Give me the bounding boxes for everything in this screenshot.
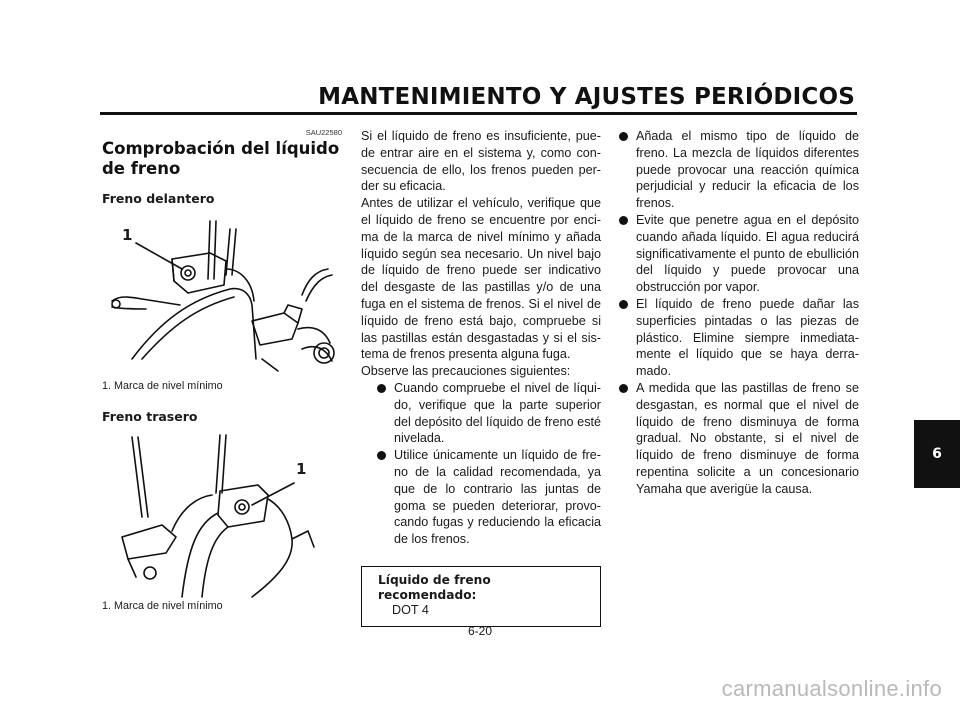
right-column bbox=[619, 128, 859, 498]
chapter-tab-number: 6 bbox=[932, 446, 942, 462]
paragraph: Observe las precauciones siguientes: bbox=[361, 364, 571, 379]
list-item-text: Utilice únicamente un líquido de freno de la calidad recomendada, ya que de lo contrario las juntas de goma se pueden deteriorar, provocando fugas y reduciendo la eficacia de los frenos. bbox=[394, 448, 601, 547]
list-item-text: Añada el mismo tipo de líquido de freno. La mezcla de líquidos diferentes puede provocar una reacción química perjudicial y reducir la eficacia de los frenos. bbox=[636, 129, 859, 211]
rear-callout-number: 1 bbox=[296, 460, 307, 478]
page-header-title: MANTENIMIENTO Y AJUSTES PERIÓDICOS bbox=[318, 84, 855, 110]
front-callout-number: 1 bbox=[122, 226, 133, 244]
page-number: 6-20 bbox=[467, 624, 493, 638]
list-item-text: A medida que las pastillas de freno se desgastan, es normal que el nivel de líquido de freno disminuya de forma gradual. No obstante, si el nivel de líquido de freno disminuye de forma repentina solicite a un concesionario Yamaha que averigüe la causa. bbox=[636, 380, 859, 496]
rear-figure-caption: 1. Marca de nivel mínimo bbox=[102, 600, 223, 612]
watermark: carmanualsonline.info bbox=[721, 676, 942, 701]
bullet-icon bbox=[619, 300, 628, 309]
spec-box-value: DOT 4 bbox=[392, 602, 429, 617]
list-item-text: Cuando compruebe el nivel de líquido, verifique que la parte superior del depósito del líquido de freno esté nivelada. bbox=[394, 380, 601, 446]
bullet-icon bbox=[377, 451, 386, 460]
precautions-list bbox=[361, 380, 601, 548]
list-item-text: Evite que penetre agua en el depósito cuando añada líquido. El agua reducirá significativamente el punto de ebullición del líquido y puede provocar una obstrucción por vapor. bbox=[636, 212, 859, 295]
list-item bbox=[619, 128, 859, 212]
list-item bbox=[377, 380, 601, 447]
bullet-icon bbox=[377, 384, 386, 393]
header-divider bbox=[100, 112, 857, 115]
section-code: SAU22580 bbox=[305, 128, 342, 137]
middle-column bbox=[361, 128, 601, 627]
left-column bbox=[102, 128, 342, 613]
chapter-tab[interactable] bbox=[914, 420, 960, 488]
bullet-icon bbox=[619, 384, 628, 393]
list-item-text: El líquido de freno puede dañar las superficies pintadas o las piezas de plástico. Elimine siempre inmediatamente el líquido que se haya derramado. bbox=[636, 296, 859, 379]
section-title: Comprobación del líquido de freno bbox=[102, 139, 340, 178]
spec-box-title: Líquido de freno recomendado: bbox=[378, 572, 491, 602]
recommended-fluid-box bbox=[361, 566, 601, 627]
rear-brake-heading: Freno trasero bbox=[102, 409, 198, 424]
list-item bbox=[619, 380, 859, 498]
list-item bbox=[377, 447, 601, 548]
paragraph: Antes de utilizar el vehículo, verifique que el líquido de freno se encuentre por encima de la marca de nivel mínimo y añada líquido según sea necesario. Un nivel bajo de líquido de freno puede ser indicativo del desgaste de las pastillas y/o de una fuga en el sistema de frenos. Si el nivel de líquido de freno está bajo, compruebe si las pastillas están desgastadas y si el sistema de frenos presenta alguna fuga. bbox=[361, 196, 601, 362]
paragraph: Si el líquido de freno es insuficiente, puede entrar aire en el sistema y, como consecuencia de ello, los frenos pueden perder su eficacia. bbox=[361, 129, 601, 194]
bullet-icon bbox=[619, 132, 628, 141]
precautions-list-continued bbox=[619, 128, 859, 498]
rear-brake-illustration bbox=[102, 427, 342, 599]
front-brake-illustration bbox=[102, 209, 342, 379]
list-item bbox=[619, 212, 859, 296]
list-item bbox=[619, 296, 859, 380]
front-brake-heading: Freno delantero bbox=[102, 191, 215, 206]
bullet-icon bbox=[619, 216, 628, 225]
front-figure-caption: 1. Marca de nivel mínimo bbox=[102, 380, 223, 392]
